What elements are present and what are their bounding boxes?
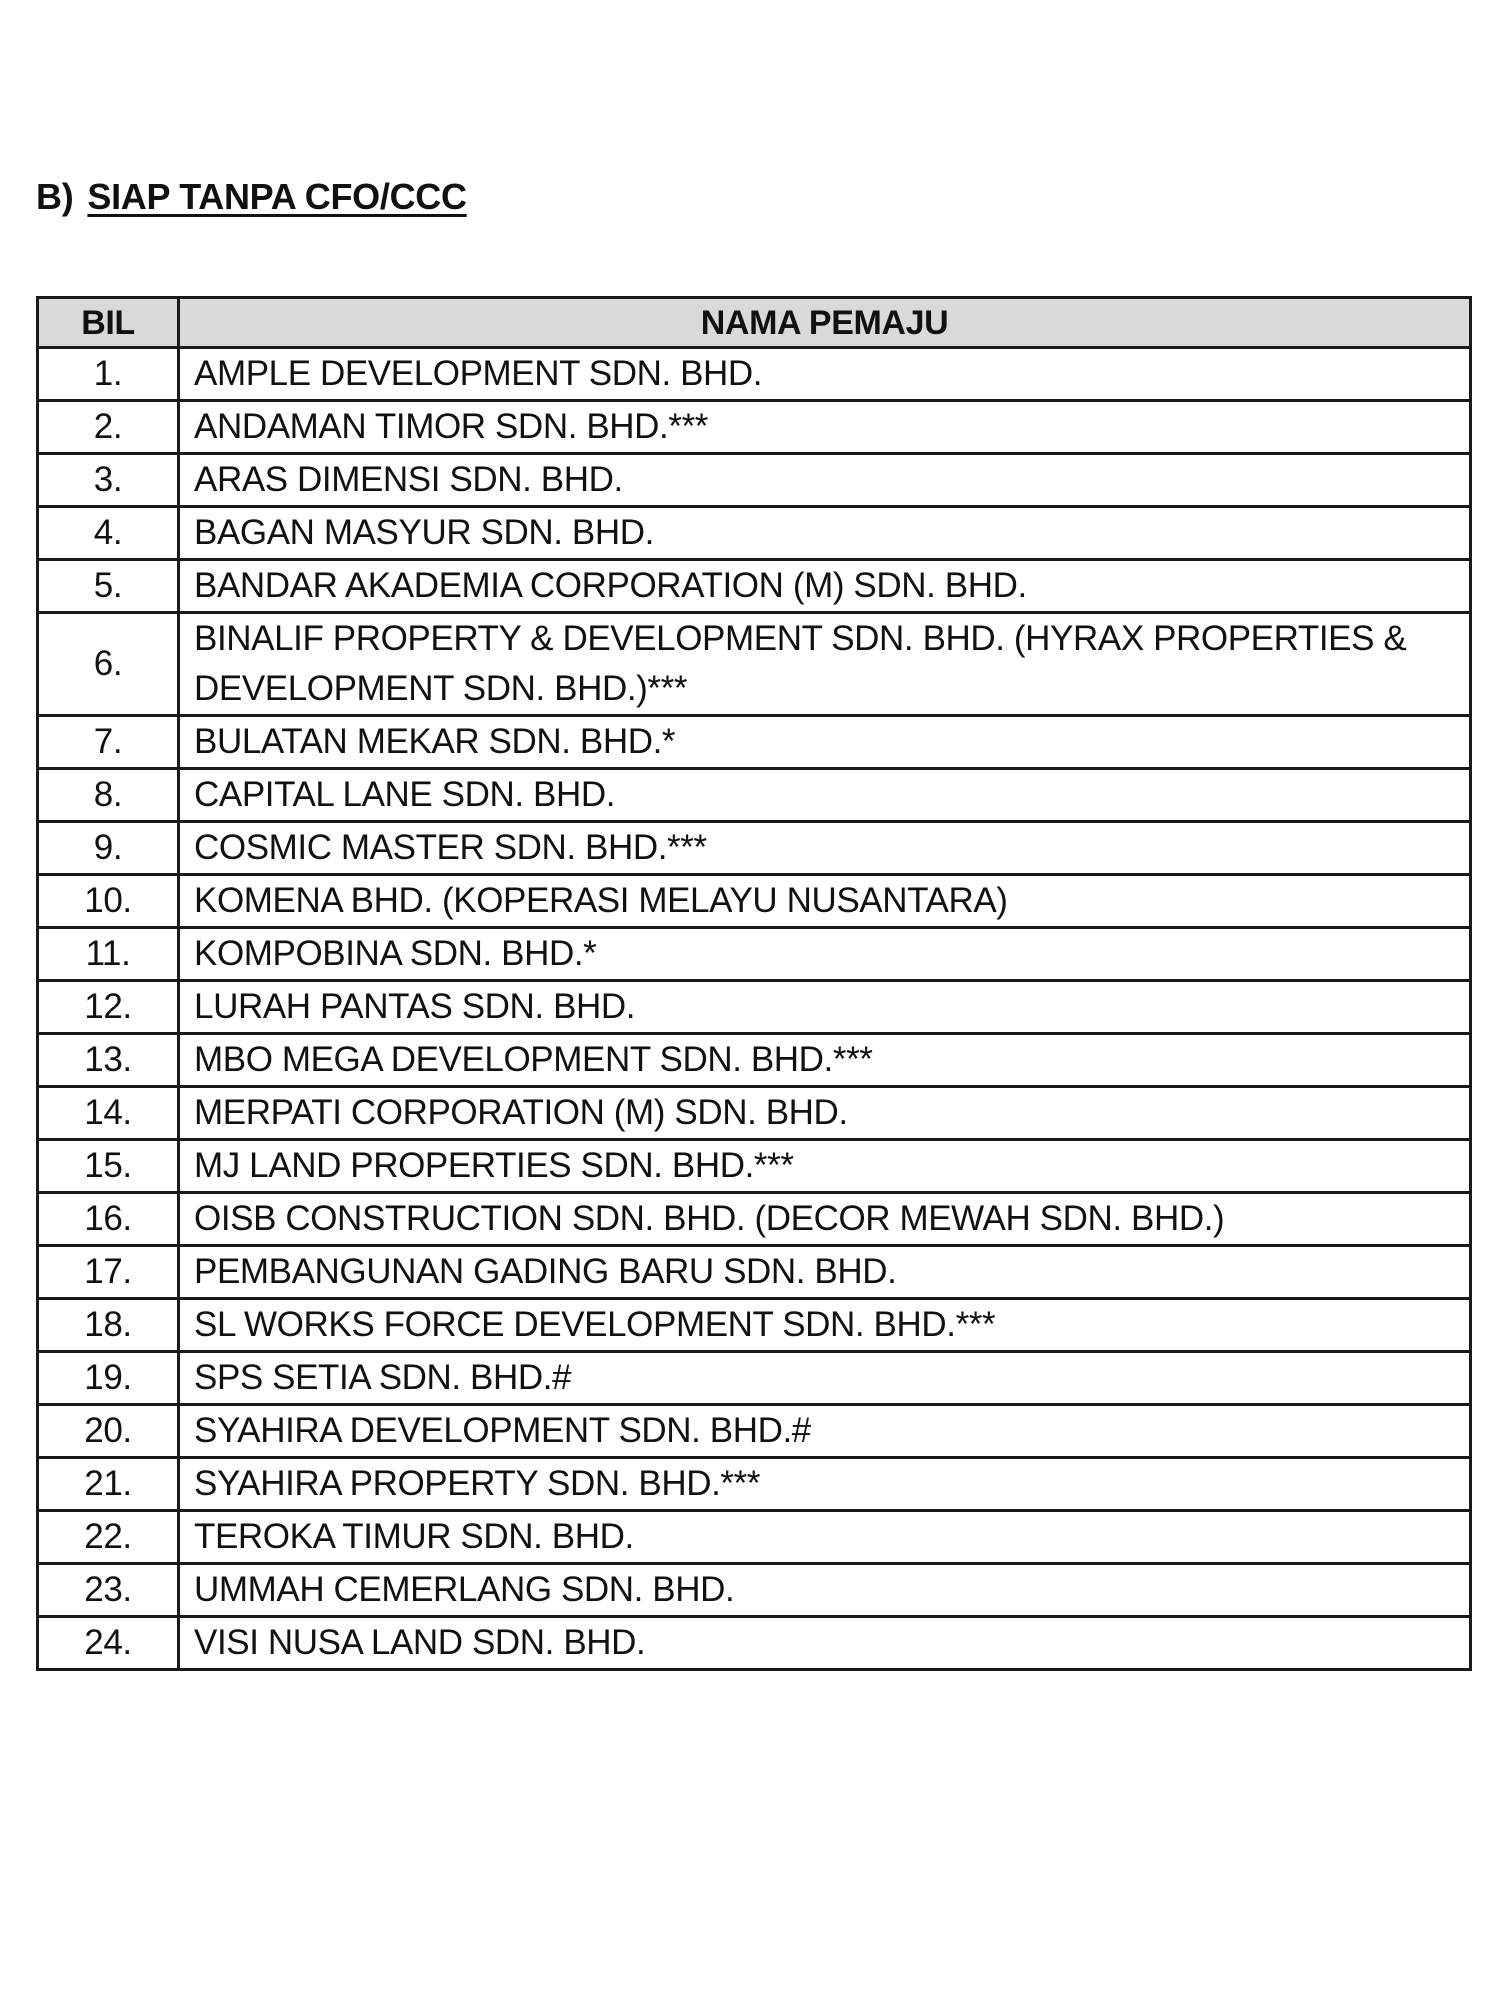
developer-name: BINALIF PROPERTY & DEVELOPMENT SDN. BHD. (HYRAX PROPERTIES & DEVELOPMENT SDN. BHD.)*** — [179, 613, 1471, 716]
developer-name: SL WORKS FORCE DEVELOPMENT SDN. BHD.*** — [179, 1299, 1471, 1352]
table-row — [38, 1034, 1471, 1087]
table-row — [38, 1405, 1471, 1458]
table-row — [38, 1087, 1471, 1140]
developer-name: CAPITAL LANE SDN. BHD. — [179, 769, 1471, 822]
table-row — [38, 928, 1471, 981]
row-number: 9. — [38, 822, 179, 875]
table-row — [38, 507, 1471, 560]
developer-name: SYAHIRA DEVELOPMENT SDN. BHD.# — [179, 1405, 1471, 1458]
table-row — [38, 1352, 1471, 1405]
table-row — [38, 1246, 1471, 1299]
developer-name: COSMIC MASTER SDN. BHD.*** — [179, 822, 1471, 875]
developer-name: VISI NUSA LAND SDN. BHD. — [179, 1617, 1471, 1670]
section-letter: B) — [36, 176, 74, 217]
developer-name: KOMPOBINA SDN. BHD.* — [179, 928, 1471, 981]
developer-name: AMPLE DEVELOPMENT SDN. BHD. — [179, 348, 1471, 401]
row-number: 13. — [38, 1034, 179, 1087]
row-number: 18. — [38, 1299, 179, 1352]
table-row — [38, 1140, 1471, 1193]
developer-name: PEMBANGUNAN GADING BARU SDN. BHD. — [179, 1246, 1471, 1299]
table-row — [38, 401, 1471, 454]
header-bil: BIL — [38, 298, 179, 348]
table-row — [38, 454, 1471, 507]
developer-name: MJ LAND PROPERTIES SDN. BHD.*** — [179, 1140, 1471, 1193]
row-number: 21. — [38, 1458, 179, 1511]
row-number: 6. — [38, 613, 179, 716]
row-number: 14. — [38, 1087, 179, 1140]
row-number: 10. — [38, 875, 179, 928]
developer-name: BULATAN MEKAR SDN. BHD.* — [179, 716, 1471, 769]
developer-table — [36, 296, 1472, 1671]
table-row — [38, 875, 1471, 928]
row-number: 19. — [38, 1352, 179, 1405]
row-number: 12. — [38, 981, 179, 1034]
table-row — [38, 1299, 1471, 1352]
table-header-row — [38, 298, 1471, 348]
row-number: 11. — [38, 928, 179, 981]
table-row — [38, 613, 1471, 716]
table-row — [38, 560, 1471, 613]
row-number: 22. — [38, 1511, 179, 1564]
row-number: 1. — [38, 348, 179, 401]
row-number: 15. — [38, 1140, 179, 1193]
developer-name: MBO MEGA DEVELOPMENT SDN. BHD.*** — [179, 1034, 1471, 1087]
row-number: 3. — [38, 454, 179, 507]
row-number: 5. — [38, 560, 179, 613]
table-header — [38, 298, 1471, 348]
table-body — [38, 348, 1471, 1670]
row-number: 7. — [38, 716, 179, 769]
developer-name: BANDAR AKADEMIA CORPORATION (M) SDN. BHD. — [179, 560, 1471, 613]
section-heading — [36, 176, 467, 218]
developer-name: BAGAN MASYUR SDN. BHD. — [179, 507, 1471, 560]
developer-name: SPS SETIA SDN. BHD.# — [179, 1352, 1471, 1405]
developer-name: TEROKA TIMUR SDN. BHD. — [179, 1511, 1471, 1564]
table-row — [38, 716, 1471, 769]
table-row — [38, 981, 1471, 1034]
developer-name: UMMAH CEMERLANG SDN. BHD. — [179, 1564, 1471, 1617]
row-number: 17. — [38, 1246, 179, 1299]
header-name: NAMA PEMAJU — [179, 298, 1471, 348]
row-number: 23. — [38, 1564, 179, 1617]
table-row — [38, 1511, 1471, 1564]
table-row — [38, 769, 1471, 822]
table-row — [38, 348, 1471, 401]
table-row — [38, 1564, 1471, 1617]
table-row — [38, 1458, 1471, 1511]
developer-name: LURAH PANTAS SDN. BHD. — [179, 981, 1471, 1034]
developer-name: SYAHIRA PROPERTY SDN. BHD.*** — [179, 1458, 1471, 1511]
table-row — [38, 1193, 1471, 1246]
table-row — [38, 822, 1471, 875]
row-number: 4. — [38, 507, 179, 560]
developer-name: MERPATI CORPORATION (M) SDN. BHD. — [179, 1087, 1471, 1140]
developer-name: KOMENA BHD. (KOPERASI MELAYU NUSANTARA) — [179, 875, 1471, 928]
row-number: 2. — [38, 401, 179, 454]
developer-name: ARAS DIMENSI SDN. BHD. — [179, 454, 1471, 507]
row-number: 16. — [38, 1193, 179, 1246]
row-number: 8. — [38, 769, 179, 822]
row-number: 20. — [38, 1405, 179, 1458]
row-number: 24. — [38, 1617, 179, 1670]
developer-name: ANDAMAN TIMOR SDN. BHD.*** — [179, 401, 1471, 454]
table-row — [38, 1617, 1471, 1670]
section-title: SIAP TANPA CFO/CCC — [87, 176, 467, 217]
developer-name: OISB CONSTRUCTION SDN. BHD. (DECOR MEWAH SDN. BHD.) — [179, 1193, 1471, 1246]
